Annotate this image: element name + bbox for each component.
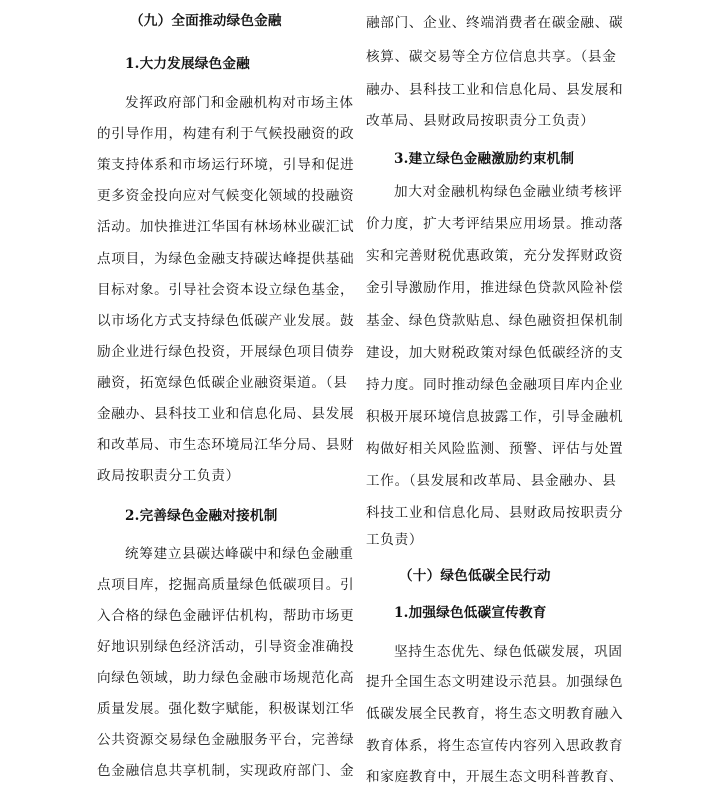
paragraph-line: 质量发展。强化数字赋能，积极谋划江华 [97, 701, 355, 717]
paragraph-line: 以市场化方式支持绿色低碳产业发展。鼓 [97, 313, 355, 329]
paragraph-line: 金引导激励作用，推进绿色贷款风险补偿 [366, 280, 624, 296]
paragraph-line: 活动。加快推进江华国有林场林业碳汇试 [97, 219, 355, 235]
paragraph-line: 和家庭教育中，开展生态文明科普教育、 [366, 769, 624, 785]
paragraph-line: 的引导作用，构建有利于气候投融资的政 [97, 126, 355, 142]
paragraph-line: 提升全国生态文明建设示范县。加强绿色 [366, 674, 624, 690]
paragraph-line: 策支持体系和市场运行环境，引导和促进 [97, 157, 355, 173]
paragraph-line: 工作。（县发展和改革局、县金融办、县 [366, 473, 617, 489]
paragraph-line: 点项目，为绿色金融支持碳达峰提供基础 [97, 251, 355, 267]
paragraph-line: 低碳发展全民教育，将生态文明教育融入 [366, 706, 624, 722]
paragraph-line: 更多资金投向应对气候变化领域的投融资 [97, 188, 355, 204]
paragraph-line: 基金、绿色贷款贴息、绿色融资担保机制 [366, 313, 624, 329]
section-heading: （十）绿色低碳全民行动 [399, 568, 551, 584]
paragraph-line: 公共资源交易绿色金融服务平台，完善绿 [97, 732, 355, 748]
paragraph-line: 和改革局、市生态环境局江华分局、县财 [97, 437, 355, 453]
paragraph-line: 励企业进行绿色投资，开展绿色项目债券 [97, 344, 355, 360]
paragraph-line: 持力度。同时推动绿色金融项目库内企业 [366, 377, 624, 393]
paragraph-line: 实和完善财税优惠政策，充分发挥财政资 [366, 248, 624, 264]
paragraph-line: 点项目库，挖掘高质量绿色低碳项目。引 [97, 577, 355, 593]
paragraph-line: 构做好相关风险监测、预警、评估与处置 [366, 441, 624, 457]
subsection-heading: 2.完善绿色金融对接机制 [125, 508, 278, 524]
paragraph-line: 科技工业和信息化局、县财政局按职责分 [366, 505, 624, 521]
paragraph-line: 发挥政府部门和金融机构对市场主体 [125, 95, 354, 111]
subsection-heading: 1.加强绿色低碳宣传教育 [394, 605, 547, 621]
paragraph-line: 入合格的绿色金融评估机构，帮助市场更 [97, 608, 355, 624]
paragraph-line: 改革局、县财政局按职责分工负责） [366, 113, 595, 129]
paragraph-line: 融资，拓宽绿色低碳企业融资渠道。（县 [97, 375, 348, 391]
paragraph-line: 政局按职责分工负责） [97, 468, 240, 484]
paragraph-line: 金融办、县科技工业和信息化局、县发展 [97, 406, 355, 422]
paragraph-line: 工负责） [366, 532, 424, 548]
paragraph-line: 建设，加大财税政策对绿色低碳经济的支 [366, 345, 624, 361]
paragraph-line: 核算、碳交易等全方位信息共享。（县金 [366, 49, 617, 65]
paragraph-line: 价力度，扩大考评结果应用场景。推动落 [366, 216, 624, 232]
paragraph-line: 积极开展环境信息披露工作，引导金融机 [366, 409, 624, 425]
paragraph-line: 目标对象。引导社会资本设立绿色基金， [97, 282, 355, 298]
subsection-heading: 3.建立绿色金融激励约束机制 [394, 151, 575, 167]
paragraph-line: 加大对金融机构绿色金融业绩考核评 [394, 184, 623, 200]
paragraph-line: 好地识别绿色经济活动，引导资金准确投 [97, 639, 355, 655]
paragraph-line: 向绿色领域，助力绿色金融市场规范化高 [97, 670, 355, 686]
paragraph-line: 融部门、企业、终端消费者在碳金融、碳 [366, 15, 624, 31]
subsection-heading: 1.大力发展绿色金融 [125, 56, 250, 72]
paragraph-line: 统筹建立县碳达峰碳中和绿色金融重 [125, 546, 354, 562]
paragraph-line: 融办、县科技工业和信息化局、县发展和 [366, 82, 624, 98]
paragraph-line: 坚持生态优先、绿色低碳发展，巩固 [394, 644, 623, 660]
paragraph-line: 色金融信息共享机制，实现政府部门、金 [97, 763, 355, 779]
paragraph-line: 教育体系，将生态宣传内容列入思政教育 [366, 738, 624, 754]
section-heading: （九）全面推动绿色金融 [130, 13, 282, 29]
